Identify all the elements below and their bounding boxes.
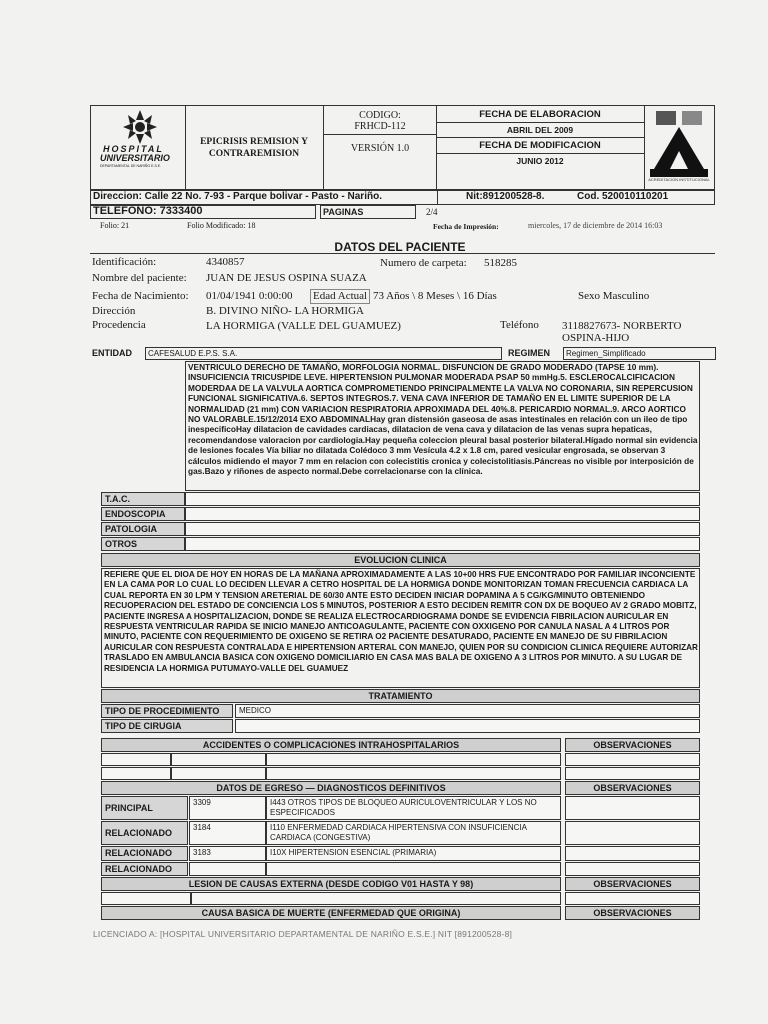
lesion-cell-b xyxy=(191,892,561,905)
entidad-value: CAFESALUD E.P.S. S.A. xyxy=(145,347,502,360)
cod: Cod. 520010110201 xyxy=(577,191,669,202)
dx-obs-relacionado-3 xyxy=(565,862,700,876)
telefono-value: 3118827673- NORBERTO OSPINA-HIJO xyxy=(562,320,682,344)
procedimiento-value: MEDICO xyxy=(235,704,700,718)
nacimiento-value: 01/04/1941 0:00:00 xyxy=(206,290,293,302)
patient-section-title: DATOS DEL PACIENTE xyxy=(334,240,466,254)
dx-obs-principal xyxy=(565,796,700,820)
sexo: Sexo Masculino xyxy=(578,290,650,302)
exam-field-patologia xyxy=(185,522,700,536)
accidentes-cell-1b xyxy=(171,753,266,766)
tratamiento-title: TRATAMIENTO xyxy=(101,689,700,703)
evolucion-text: REFIERE QUE EL DIOA DE HOY EN HORAS DE LA MAÑANA APROXIMADAMENTE A LAS 10+00 HRS FUE ENCONTRADO POR FAMILIAR INCONCIENTE EN LA CAMA POR LO CUAL LO DECIDEN LLEVAR A CETRO HOSPITAL DE LA HORMIGA DONDE MONITORIZAN TOMAN FRECUENCIA CARDIACA LA CUAL REPORTA EN 30 LPM Y TENSION ARETERIAL DE 60/30 ANTE ESTO DECIDEN INICIAR DOPAMINA A 5 CG/KG/MINUTO OBTENIENDO RECUOPERACION DEL ESTADO DE CONCIENCIA LOS 5 MINUTOS, POSTERIOR A ESTO DECIDEN REMITR CON DX DE BOQUEO AV 2 GRADO MOBITZ, PACIENTE INGRESA A HOSPITALIZACION, DONDE SE REALIZA ELECTROCARDIOGRAMA DONDE SE EVIDENCIA FIBRILACION AURICULAR EN RESPUESTA VENTRICULAR RAPIDA SE INICIO MANEJO ANTICOAGULANTE, PACIENTE CON OXXIGENO POR CANULA NASAL A 4 LITROS POR MINUTO, PACIENTE CON REQUERIMIENTO DE OXIGENO SE RETIRA O2 PACIENTE DESATURADO, PACIENTE EN MANEJO DE SU FIBRILACION AURICULAR CON RESPUESTA CONTRALADA E HIPERTENSION ARTERAL CON MANEJO, QUIEN POR SU CONDICION CLINICA REQUIERE AUTORIZAR TRASLADO EN AMBULANCIA BASICA CON OXIGENO DOMICILIARIO EN CASA MAS BALA DE OXIGENO A 3 LITROS POR MINUTO. A SU LUGAR DE RESIDENCIA LA HORMIGA PUTUMAYO-VALLE DEL GUAMUEZ xyxy=(104,570,698,673)
exam-field-endoscopia xyxy=(185,507,700,521)
nit: Nit:891200528-8. xyxy=(466,191,545,202)
fecha-elab-label: FECHA DE ELABORACION xyxy=(479,109,601,120)
findings-text: VENTRICULO DERECHO DE TAMAÑO, MORFOLOGIA NORMAL. DISFUNCION DE GRADO MODERADO (TAPSE 10 mm). INSUFICIENCIA TRICUSPIDE LEVE. HIPERTENSION PULMONAR MODERADA PSAP 50 mmHg.5. ESCLEROCALCIFICACION MODERDAA DE LA VALVULA AORTICA COMPROMETIENDO PRINCIPALMENTE LA VALVA NO CORONARIA, SIN REPERCUSION FUNCIONAL SIGNIFICATIVA.6. SEPTOS INTEGROS.7. VENA CAVA INFERIOR DE TAMAÑO EN EL LIMITE SUPERIOR DE LA NORMALIDAD (21 mm) CON VARIACION RESPIRATORIA APROXIMADA DEL 40%.8. PERICARDIO NORMAL.9. ARCO AORTICO NO VALORABLE.15/12/2014 EXO ABDOMINALHay gran distensión gaseosa de asas intestinales en relación con un ileo de tipo inespecificoHay dilatacion de cavidades cardiacas, dilatacion de vena cava y dilatacion de las venas supra hepaticas, recomendandose valoracion por cardiologia.Hay pequeña coleccion pleural basal posterior bilateral.Hígado normal sin evidencia de lesiones focales Vía biliar no dilatada Colédoco 3 mm Vesícula 4.2 x 1.8 cm, pared vesicular engrosada, se observan 3 cálculos midiendo el mayor 7 mm en relacion con colecistitis cronica y colecistolitiasis.Páncreas no visible por interposición de gas.Bazo y riñones de aspecto normal.Debe correlacionarse con la clínica. xyxy=(188,362,698,477)
folio-mod: Folio Modificado: 18 xyxy=(187,221,256,230)
folio: Folio: 21 xyxy=(100,221,130,230)
fecha-elab-value: ABRIL DEL 2009 xyxy=(506,125,574,135)
header-divider-4 xyxy=(644,105,645,190)
dx-code-relacionado-1: 3184 xyxy=(189,821,266,845)
exam-label-otros: OTROS xyxy=(101,537,185,551)
exam-field-otros xyxy=(185,537,700,551)
dx-type-relacionado-2: RELACIONADO xyxy=(101,846,188,861)
telefono-label: Teléfono xyxy=(500,319,539,331)
cirugia-value xyxy=(235,719,700,733)
procedencia-value: LA HORMIGA (VALLE DEL GUAMUEZ) xyxy=(206,320,401,332)
dx-type-relacionado-3: RELACIONADO xyxy=(101,862,188,876)
paginas-label: PAGINAS xyxy=(320,205,416,219)
lesion-observaciones: OBSERVACIONES xyxy=(565,877,700,891)
id-label: Identificación: xyxy=(92,256,157,268)
direccion-label: Dirección xyxy=(92,305,136,317)
accidentes-observaciones: OBSERVACIONES xyxy=(565,738,700,752)
fecha-impresion-value: miercoles, 17 de diciembre de 2014 16:03 xyxy=(528,221,663,230)
doc-title: EPICRISIS REMISION Y CONTRAREMISION xyxy=(200,137,308,159)
dx-desc-relacionado-2: I10X HIPERTENSION ESENCIAL (PRIMARIA) xyxy=(266,846,561,861)
hospital-name-1: HOSPITAL xyxy=(103,144,164,154)
header-divider-1 xyxy=(185,105,186,190)
procedimiento-label: TIPO DE PROCEDIMIENTO xyxy=(101,704,233,718)
version: VERSIÓN 1.0 xyxy=(350,143,410,154)
paginas-value: 2/4 xyxy=(426,207,438,217)
dx-obs-relacionado-2 xyxy=(565,846,700,861)
direccion-divider xyxy=(437,190,438,205)
exam-label-patologia: PATOLOGIA xyxy=(101,522,185,536)
fecha-mod-label: FECHA DE MODIFICACION xyxy=(479,140,601,151)
footer-license: LICENCIADO A: [HOSPITAL UNIVERSITARIO DEPARTAMENTAL DE NARIÑO E.S.E.] NIT [891200528-8] xyxy=(93,929,513,939)
direccion-value: B. DIVINO NIÑO- LA HORMIGA xyxy=(206,305,364,317)
accidentes-cell-1a xyxy=(101,753,171,766)
dx-code-relacionado-2: 3183 xyxy=(189,846,266,861)
exam-label-tac: T.A.C. xyxy=(101,492,185,506)
dx-type-relacionado-1: RELACIONADO xyxy=(101,821,188,845)
accidentes-title: ACCIDENTES O COMPLICACIONES INTRAHOSPITALARIOS xyxy=(101,738,561,752)
dx-obs-relacionado-1 xyxy=(565,821,700,845)
hospital-name-2: UNIVERSITARIO xyxy=(100,153,170,163)
dx-code-principal: 3309 xyxy=(189,796,266,820)
telefono: TELEFONO: 7333400 xyxy=(93,205,203,217)
muerte-observaciones: OBSERVACIONES xyxy=(565,906,700,920)
hospital-logo-icon xyxy=(115,108,165,146)
dx-type-principal: PRINCIPAL xyxy=(101,796,188,820)
dx-desc-principal: I443 OTROS TIPOS DE BLOQUEO AURICULOVENTRICULAR Y LOS NO ESPECIFICADOS xyxy=(266,796,561,820)
accreditation-text: ACREDITACION INSTITUCIONAL xyxy=(648,177,710,182)
exam-label-endoscopia: ENDOSCOPIA xyxy=(101,507,185,521)
fecha-impresion-label: Fecha de Impresión: xyxy=(433,222,499,231)
regimen-value: Regimen_Simplificado xyxy=(563,347,716,360)
lesion-cell-c xyxy=(565,892,700,905)
accreditation-logo xyxy=(646,107,713,188)
accreditation-triangle-icon xyxy=(646,107,712,177)
entidad-label: ENTIDAD xyxy=(92,348,132,358)
fecha-mod-value: JUNIO 2012 xyxy=(516,156,564,166)
nombre-value: JUAN DE JESUS OSPINA SUAZA xyxy=(206,272,367,284)
accidentes-cell-1d xyxy=(565,753,700,766)
accidentes-cell-2d xyxy=(565,767,700,780)
carpeta-value: 518285 xyxy=(484,257,517,269)
header-hline-codigo xyxy=(323,134,437,135)
header-hline-1 xyxy=(436,122,644,123)
nacimiento-label: Fecha de Nacimiento: xyxy=(92,290,189,302)
lesion-title: LESION DE CAUSAS EXTERNA (DESDE CODIGO V01 HASTA Y 98) xyxy=(101,877,561,891)
exam-field-tac xyxy=(185,492,700,506)
egreso-observaciones: OBSERVACIONES xyxy=(565,781,700,795)
id-value: 4340857 xyxy=(206,256,245,268)
edad-value: 73 Años \ 8 Meses \ 16 Días xyxy=(373,290,497,302)
procedencia-label: Procedencia xyxy=(92,319,146,331)
egreso-title: DATOS DE EGRESO — DIAGNOSTICOS DEFINITIVOS xyxy=(101,781,561,795)
hospital-logo xyxy=(95,108,185,188)
accidentes-cell-1c xyxy=(266,753,561,766)
header-hline-3 xyxy=(436,153,644,154)
accidentes-cell-2b xyxy=(171,767,266,780)
lesion-cell-a xyxy=(101,892,191,905)
regimen-label: REGIMEN xyxy=(508,348,551,358)
accidentes-cell-2a xyxy=(101,767,171,780)
evolucion-title: EVOLUCION CLINICA xyxy=(101,553,700,567)
dx-desc-relacionado-1: I110 ENFERMEDAD CARDIACA HIPERTENSIVA CON INSUFICIENCIA CARDIACA (CONGESTIVA) xyxy=(266,821,561,845)
hospital-sub: DEPARTAMENTAL DE NARIÑO E.S.E. xyxy=(100,164,162,168)
header-hline-2 xyxy=(436,137,644,138)
carpeta-label: Numero de carpeta: xyxy=(380,257,467,269)
nombre-label: Nombre del paciente: xyxy=(92,272,187,284)
direccion: Direccion: Calle 22 No. 7-93 - Parque bolivar - Pasto - Nariño. xyxy=(93,191,382,202)
dx-code-relacionado-3 xyxy=(189,862,266,876)
edad-label: Edad Actual xyxy=(310,289,370,304)
dx-desc-relacionado-3 xyxy=(266,862,561,876)
accidentes-cell-2c xyxy=(266,767,561,780)
muerte-title: CAUSA BASICA DE MUERTE (ENFERMEDAD QUE ORIGINA) xyxy=(101,906,561,920)
cirugia-label: TIPO DE CIRUGIA xyxy=(101,719,233,733)
codigo-label: CODIGO: xyxy=(359,110,401,121)
codigo-value: FRHCD-112 xyxy=(354,121,406,132)
